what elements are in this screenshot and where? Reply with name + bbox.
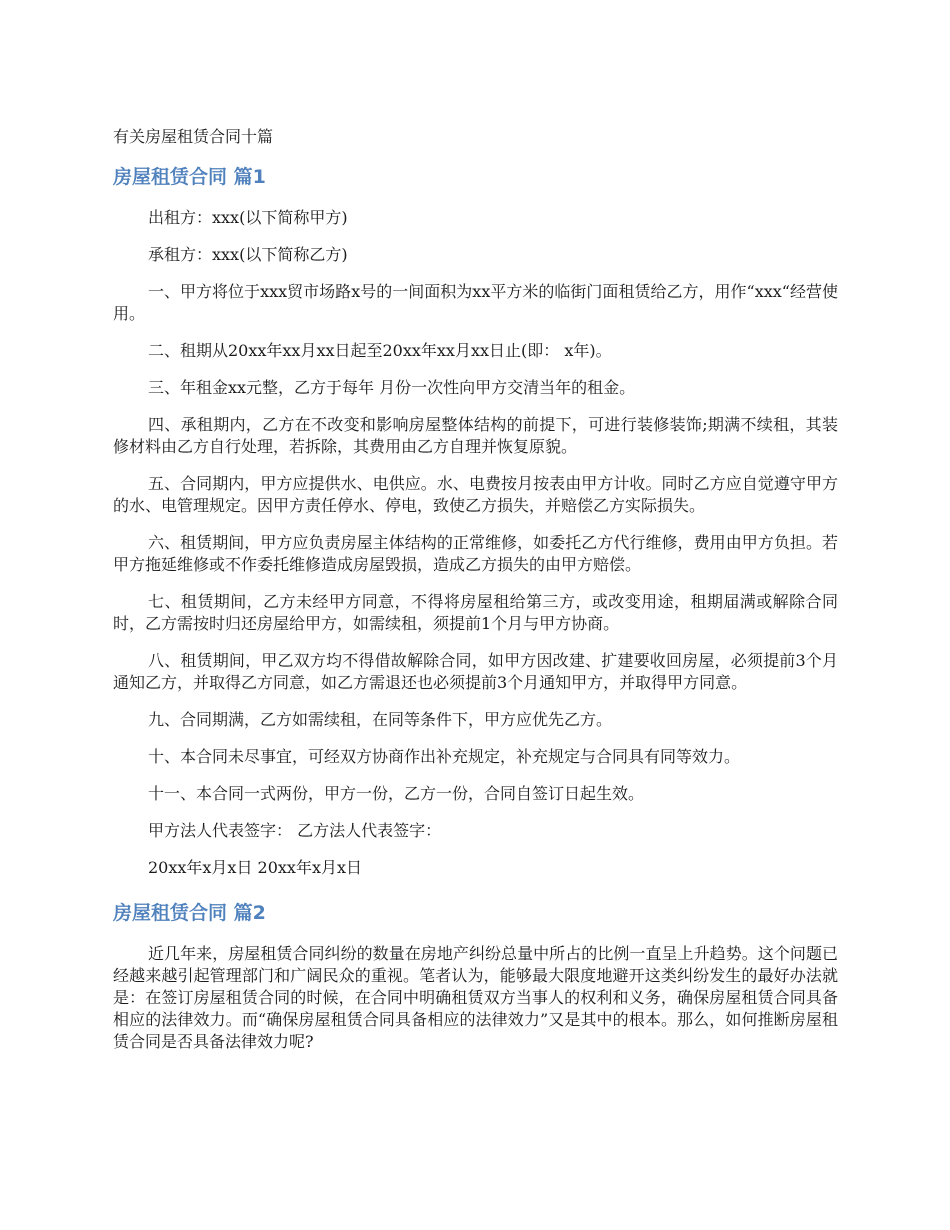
signature-line: 甲方法人代表签字： 乙方法人代表签字： bbox=[148, 821, 442, 840]
section-1 bbox=[113, 165, 838, 879]
paragraph: 九、合同期满，乙方如需续租，在同等条件下，甲方应优先乙方。 bbox=[148, 710, 613, 729]
paragraph: 八、租赁期间，甲乙双方均不得借故解除合同，如甲方因改建、扩建要收回房屋，必须提前3个月通知乙方，并取得乙方同意，如乙方需退还也必须提前3个月通知甲方，并取得甲方同意。 bbox=[113, 651, 838, 692]
paragraph: 六、租赁期间，甲方应负责房屋主体结构的正常维修，如委托乙方代行维修，费用由甲方负担。若甲方拖延维修或不作委托维修造成房屋毁损，造成乙方损失的由甲方赔偿。 bbox=[113, 533, 838, 574]
paragraph: 一、甲方将位于xxx贸市场路x号的一间面积为xx平方米的临街门面租赁给乙方，用作“xxx“经营使用。 bbox=[113, 282, 838, 323]
section-2 bbox=[113, 901, 838, 1053]
paragraph: 五、合同期内，甲方应提供水、电供应。水、电费按月按表由甲方计收。同时乙方应自觉遵守甲方的水、电管理规定。因甲方责任停水、停电，致使乙方损失，并赔偿乙方实际损失。 bbox=[113, 474, 838, 515]
paragraph: 出租方：xxx(以下简称甲方) bbox=[148, 208, 348, 227]
section-heading-2: 房屋租赁合同 篇2 bbox=[113, 902, 266, 924]
paragraph: 七、租赁期间，乙方未经甲方同意，不得将房屋租给第三方，或改变用途，租期届满或解除合同时，乙方需按时归还房屋给甲方，如需续租，须提前1个月与甲方协商。 bbox=[113, 592, 838, 633]
paragraph: 四、承租期内，乙方在不改变和影响房屋整体结构的前提下，可进行装修装饰;期满不续租，其装修材料由乙方自行处理，若拆除，其费用由乙方自理并恢复原貌。 bbox=[113, 415, 838, 456]
paragraph: 承租方：xxx(以下简称乙方) bbox=[148, 245, 348, 264]
paragraph: 二、租期从20xx年xx月xx日起至20xx年xx月xx日止(即： x年)。 bbox=[148, 341, 612, 360]
document-title: 有关房屋租赁合同十篇 bbox=[113, 127, 274, 146]
paragraph: 十一、本合同一式两份，甲方一份，乙方一份，合同自签订日起生效。 bbox=[148, 784, 645, 803]
date-line: 20xx年x月x日 20xx年x月x日 bbox=[148, 858, 362, 877]
section-heading-1: 房屋租赁合同 篇1 bbox=[113, 166, 266, 188]
paragraph: 三、年租金xx元整，乙方于每年 月份一次性向甲方交清当年的租金。 bbox=[148, 378, 636, 397]
paragraph: 近几年来，房屋租赁合同纠纷的数量在房地产纠纷总量中所占的比例一直呈上升趋势。这个问题已经越来越引起管理部门和广阔民众的重视。笔者认为，能够最大限度地避开这类纠纷发生的最好办法就是：在签订房屋租赁合同的时候，在合同中明确租赁双方当事人的权利和义务，确保房屋租赁合同具备相应的法律效力。而“确保房屋租赁合同具备相应的法律效力”又是其中的根本。那么，如何推断房屋租赁合同是否具备法律效力呢? bbox=[113, 944, 838, 1051]
paragraph: 十、本合同未尽事宜，可经双方协商作出补充规定，补充规定与合同具有同等效力。 bbox=[148, 747, 741, 766]
